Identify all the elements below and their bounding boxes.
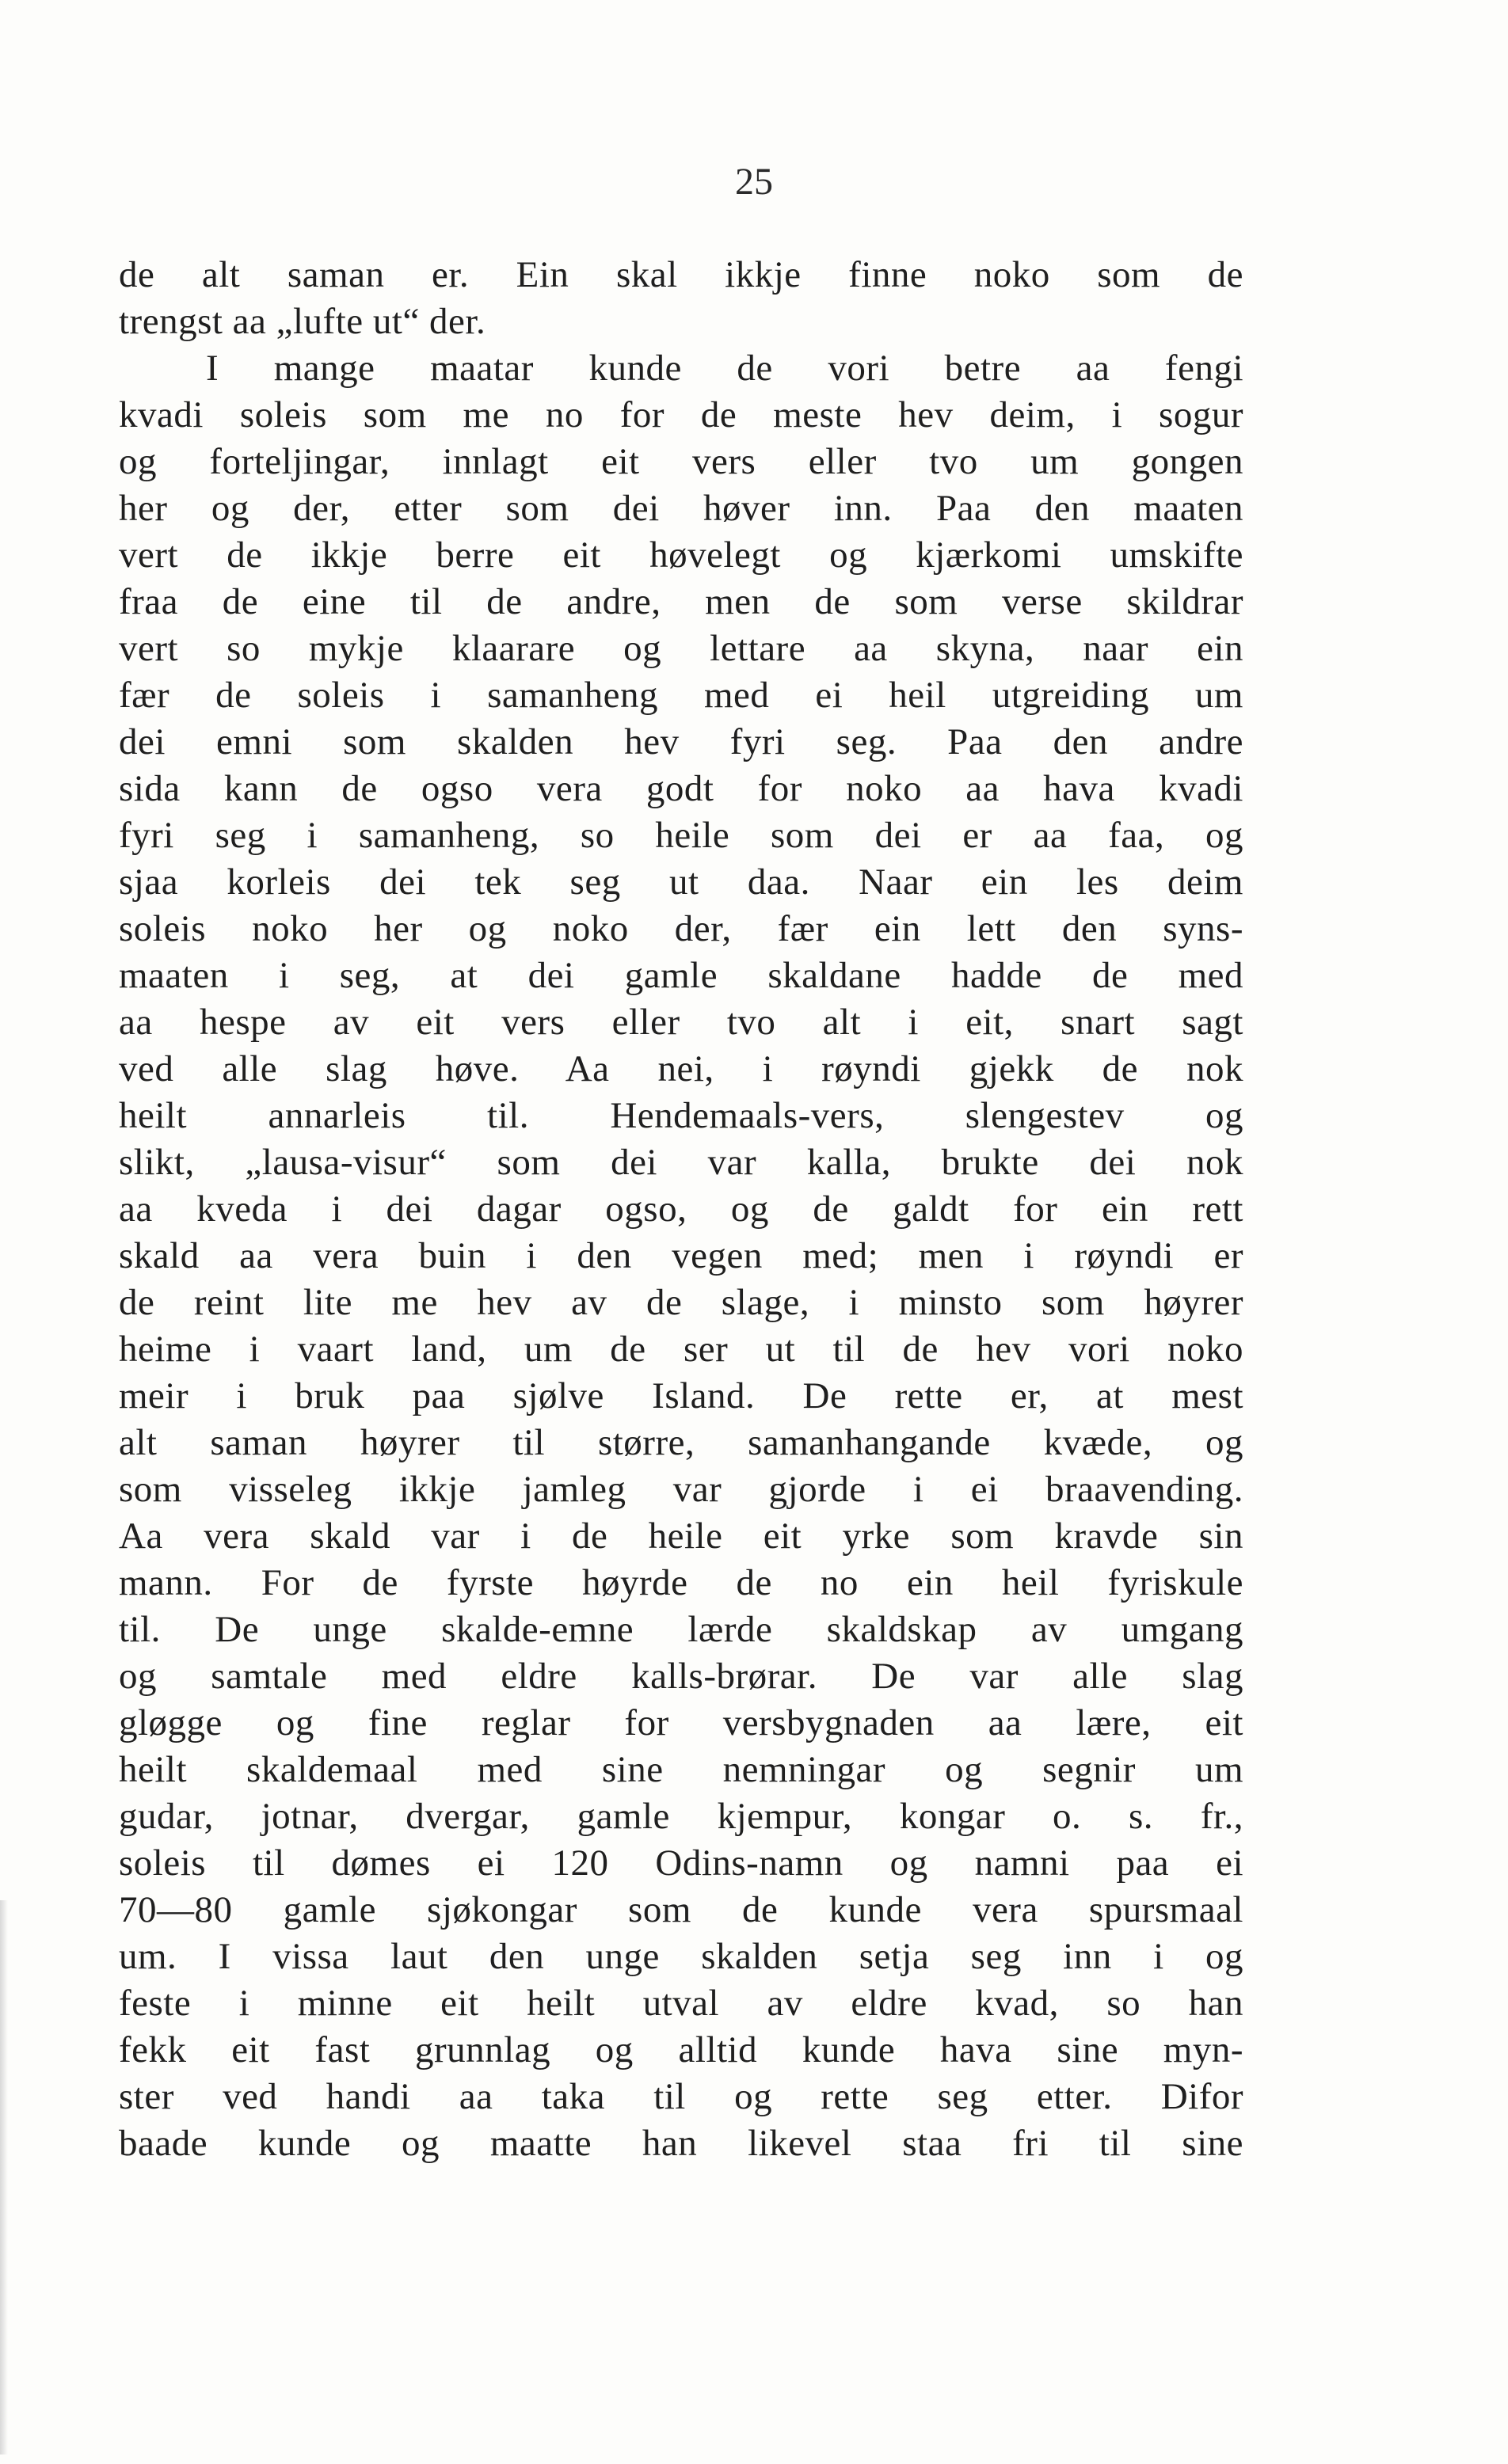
page-edge-shadow [0,1900,8,2454]
text-line: til. De unge skalde-emne lærde skaldskap av umgang [119,1609,1243,1650]
text-line: gudar, jotnar, dvergar, gamle kjempur, kongar o. s. fr., [119,1796,1243,1837]
text-line: fyri seg i samanheng, so heile som dei er aa faa, og [119,815,1243,856]
text-line: alt saman høyrer til større, samanhangande kvæde, og [119,1422,1243,1463]
text-line: meir i bruk paa sjølve Island. De rette er, at mest [119,1375,1243,1416]
text-line: trengst aa „lufte ut“ der. [119,301,486,342]
text-line: baade kunde og maatte han likevel staa fri til sine [119,2123,1243,2164]
page-number: 25 [735,161,773,203]
text-line: som visseleg ikkje jamleg var gjorde i ei braavending. [119,1469,1243,1510]
text-line: 70—80 gamle sjøkongar som de kunde vera spursmaal [119,1889,1243,1930]
text-line: soleis til dømes ei 120 Odins-namn og namni paa ei [119,1842,1243,1884]
text-line: maaten i seg, at dei gamle skaldane hadde de med [119,955,1243,996]
text-line: de alt saman er. Ein skal ikkje finne noko som de [119,254,1243,295]
text-line: sida kann de ogso vera godt for noko aa hava kvadi [119,768,1243,809]
text-line: fekk eit fast grunnlag og alltid kunde hava sine myn- [119,2029,1243,2070]
text-line: dei emni som skalden hev fyri seg. Paa den andre [119,721,1243,762]
text-line: fraa de eine til de andre, men de som verse skildrar [119,581,1243,622]
text-line: soleis noko her og noko der, fær ein lett den syns- [119,908,1243,949]
text-line: slikt, „lausa-visur“ som dei var kalla, brukte dei nok [119,1142,1243,1183]
text-line: og samtale med eldre kalls-brørar. De var alle slag [119,1656,1243,1697]
text-line: feste i minne eit heilt utval av eldre kvad, so han [119,1983,1243,2024]
body-text [119,252,1243,2167]
text-line: sjaa korleis dei tek seg ut daa. Naar ein les deim [119,861,1243,903]
text-line: heilt annarleis til. Hendemaals-vers, slengestev og [119,1095,1243,1136]
text-line: her og der, etter som dei høver inn. Paa den maaten [119,488,1243,529]
text-line: ved alle slag høve. Aa nei, i røyndi gjekk de nok [119,1048,1243,1089]
text-line: vert de ikkje berre eit høvelegt og kjærkomi umskifte [119,534,1243,576]
text-line: og forteljingar, innlagt eit vers eller tvo um gongen [119,441,1243,482]
text-line: heilt skaldemaal med sine nemningar og segnir um [119,1749,1243,1790]
text-line: de reint lite me hev av de slage, i minsto som høyrer [119,1282,1243,1323]
text-line: kvadi soleis som me no for de meste hev deim, i sogur [119,394,1243,435]
text-line: fær de soleis i samanheng med ei heil utgreiding um [119,675,1243,716]
text-line: aa kveda i dei dagar ogso, og de galdt for ein rett [119,1188,1243,1230]
text-line: ster ved handi aa taka til og rette seg etter. Difor [119,2076,1243,2117]
text-line: skald aa vera buin i den vegen med; men i røyndi er [119,1235,1243,1276]
text-line: I mange maatar kunde de vori betre aa fengi [206,348,1243,389]
text-line: Aa vera skald var i de heile eit yrke som kravde sin [119,1515,1243,1557]
text-line: um. I vissa laut den unge skalden setja seg inn i og [119,1936,1243,1977]
text-line: heime i vaart land, um de ser ut til de hev vori noko [119,1329,1243,1370]
text-line: vert so mykje klaarare og lettare aa skyna, naar ein [119,628,1243,669]
text-line: gløgge og fine reglar for versbygnaden aa lære, eit [119,1702,1243,1743]
text-line: mann. For de fyrste høyrde de no ein heil fyriskule [119,1562,1243,1603]
text-line: aa hespe av eit vers eller tvo alt i eit, snart sagt [119,1002,1243,1043]
